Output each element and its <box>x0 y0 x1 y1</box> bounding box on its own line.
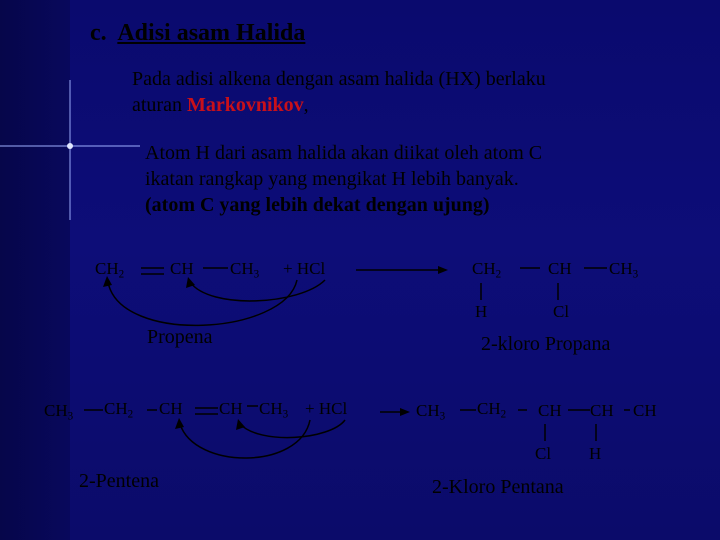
r2-reactant-ch-b: CH <box>219 399 243 418</box>
r2-reactant-ch3: $CH_3$ <box>44 401 74 423</box>
intro-line-2 <box>132 92 546 118</box>
rule-line-1: Atom H dari asam halida akan diikat oleh atom C <box>145 142 543 164</box>
reaction1-curve-h <box>108 280 297 325</box>
rule-line-3 <box>145 192 542 218</box>
r1-product-cl: Cl <box>553 302 570 321</box>
markovnikov-term: Markovnikov <box>186 94 304 116</box>
r2-reactant-name: 2-Pentena <box>79 470 159 492</box>
r2-plus-hcl: + HCl <box>305 399 348 418</box>
title-text: Adisi asam Halida <box>117 20 306 46</box>
reaction2-curve-h <box>180 420 310 458</box>
rule-line-2: ikatan rangkap yang mengikat H lebih banyak. <box>145 168 519 190</box>
reaction2-arrowhead <box>400 408 410 416</box>
title-marker: c. <box>90 20 107 46</box>
r1-reactant-name: Propena <box>147 326 213 348</box>
r2-product-name: 2-Kloro Pentana <box>432 476 564 498</box>
r2-product-ch-b: CH <box>590 401 614 420</box>
r2-product-ch3: $CH_3$ <box>416 401 446 423</box>
reaction1-curve-cl <box>190 280 325 301</box>
r1-reactant-ch: CH <box>170 259 194 278</box>
r1-reactant-ch2: $CH_2$ <box>95 259 125 281</box>
r1-product-ch3: $CH_3$ <box>609 259 639 281</box>
r1-product-h: H <box>475 302 488 321</box>
rule-line-3-text: (atom C yang lebih dekat dengan ujung) <box>145 194 490 216</box>
r2-product-cl: Cl <box>535 444 552 463</box>
intro-paragraph <box>132 66 546 118</box>
reaction1-arrowhead <box>438 266 448 274</box>
r2-product-ch2: $CH_2$ <box>477 399 507 421</box>
intro-suffix: , <box>303 94 309 116</box>
r2-product-ch-a: CH <box>538 401 562 420</box>
intro-prefix: aturan <box>132 94 187 116</box>
r2-product-ch3b: CH <box>633 401 657 420</box>
r1-reactant-ch3: $CH_3$ <box>230 259 260 281</box>
rule-paragraph <box>145 140 542 218</box>
r1-product-name: 2-kloro Propana <box>481 333 611 355</box>
r2-reactant-ch3b: $CH_3$ <box>259 399 289 421</box>
r1-product-ch2: $CH_2$ <box>472 259 502 281</box>
reaction2-curve-cl <box>240 420 345 438</box>
r1-plus-hcl: + HCl <box>283 259 326 278</box>
r2-product-h: H <box>589 444 602 463</box>
page-title <box>90 20 305 47</box>
r1-product-ch: CH <box>548 259 572 278</box>
r2-reactant-ch2: $CH_2$ <box>104 399 134 421</box>
sparkle-icon <box>0 80 140 220</box>
r2-reactant-ch-a: CH <box>159 399 183 418</box>
intro-line-1: Pada adisi alkena dengan asam halida (HX) berlaku <box>132 68 546 90</box>
